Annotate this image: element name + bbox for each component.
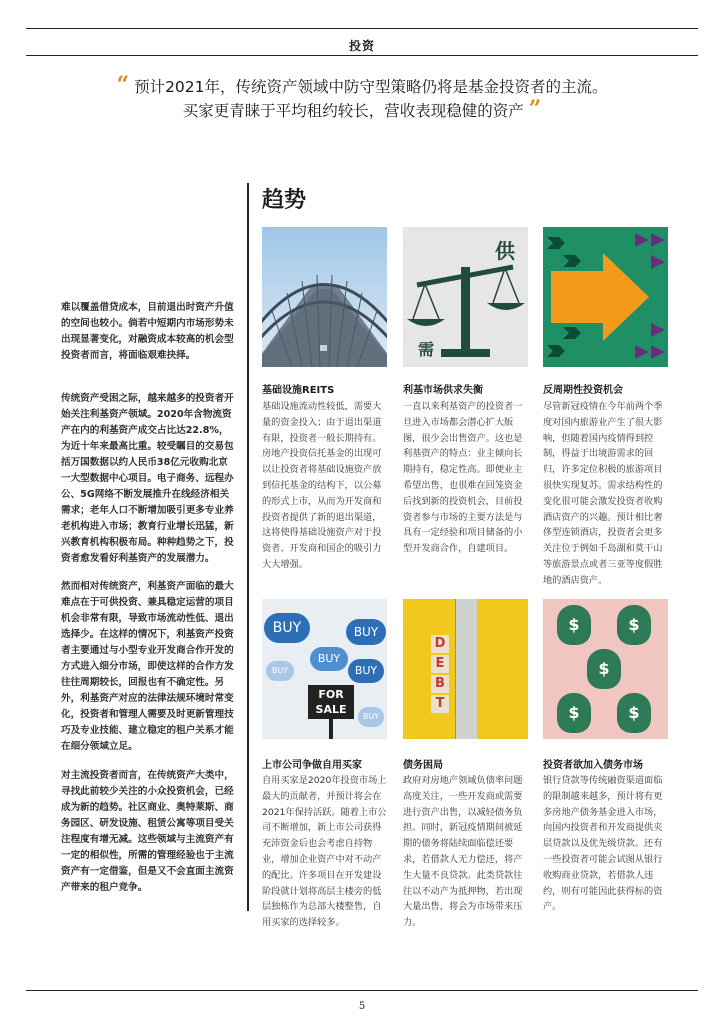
left-paragraph-3: 然而相对传统资产，利基资产面临的最大难点在于可供投资、兼具稳定运营的项目机会非常有限，导致市场流动性低、退出选择少。在这样的情况下，利基资产投资者主要通过与小型专业开发商合作开发的方式进入细分市场，即使这样的合作方发往往周期较长，回报也有不确定性。另外，利基资产对应的法律法规环境时常变化，投资者和管理人需要及时更新管理技巧及专业技能、建立稳定的租户关系才能在细分领域立足。: [61, 581, 234, 752]
card-body-owner-occupier: 自用买家是2020年投资市场上最大的贡献者，并预计将会在2021年保持活跃。随着上市公司不断增加，新上市公司获得充沛资金后也会考虑自持物业，增加企业资产中对不动产的配比。许多项目在开发建设阶段就计划将高层主楼旁的低层独栋作为总部大楼整售，自用买家的选择较多。: [262, 775, 387, 929]
buy-sale-image: [262, 599, 387, 739]
card-title-niche-imbalance: 利基市场供求失衡: [403, 385, 483, 396]
pull-quote-line2: [0, 97, 724, 124]
section-label: 投资: [348, 39, 375, 53]
money-bag-1: $: [557, 605, 591, 645]
pull-quote-line1: [0, 73, 724, 100]
buy-bubble-2: BUY: [346, 619, 386, 645]
money-bag-3: $: [587, 649, 621, 689]
supply-label: 供: [495, 239, 515, 263]
top-rule: [26, 28, 698, 29]
card-title-owner-occupier: 上市公司争做自用买家: [262, 760, 362, 771]
left-paragraph-2: 传统资产受困之际，越来越多的投资者开始关注利基资产领域。2020年含物流资产在内的利基资产成交占比达22.8%，为近十年来最高比重。较受瞩目的交易包括万国数据以约人民币38亿元收购北京一大型数据中心项目。电子商务、远程办公、5G网络不断发展推升在线经济相关需求；老年人口不断增加吸引更多专业养老机构进入市场；教育行业增长迅猛，新兴教育机构积极布局。种种趋势之下，投资者愈发看好利基资产的发展潜力。: [61, 393, 234, 564]
ruler: [455, 599, 477, 739]
card-title-debt-market: 投资者欲加入债务市场: [543, 760, 643, 771]
money-bag-5: $: [617, 693, 651, 733]
debt-block-t: T: [431, 695, 449, 713]
left-paragraph-1: 难以覆盖借贷成本，目前退出时资产升值的空间也较小。倘若中短期内市场形势未出现显著变化，对融资成本较高的机会型投资者而言，将面临艰难抉择。: [61, 302, 234, 361]
buy-bubble-4: BUY: [348, 659, 384, 683]
for-sale-sign: FOR SALE: [308, 685, 354, 719]
money-bag-2: $: [617, 605, 651, 645]
card-title-debt-dilemma: 债务困局: [403, 760, 443, 771]
card-title-countercyclical: 反周期性投资机会: [543, 385, 623, 396]
demand-label: 需: [417, 340, 434, 359]
debt-block-e: E: [431, 655, 449, 673]
buy-bubble-6: BUY: [358, 707, 384, 727]
money-bags-image: [543, 599, 668, 739]
buy-bubble-3: BUY: [310, 647, 348, 671]
close-quote-icon: ”: [528, 96, 542, 122]
arrows-image: [543, 227, 668, 367]
column-divider: [247, 183, 249, 911]
page-number: 5: [358, 1001, 366, 1012]
card-title-infra-reits: 基础设施REITS: [262, 385, 335, 396]
trend-title: 趋势: [262, 188, 307, 213]
buy-bubble-1: BUY: [264, 613, 310, 643]
card-body-countercyclical: 尽管新冠疫情在今年前两个季度对国内旅游业产生了很大影响，但随着国内疫情得到控制，得益于出境游需求的回归，许多定位积极的旅游项目很快实现复苏。需求结构性的变化很可能会激发投资者收购酒店资产的兴趣。预计相比奢侈型连锁酒店，投资者会更多关注位于例如千岛湖和莫干山等旅游景点或者三亚等度假胜地的酒店资产。: [543, 401, 663, 586]
sign-post: [329, 719, 333, 739]
open-quote-icon: “: [116, 72, 130, 98]
header-rule: [26, 55, 698, 56]
card-body-infra-reits: 基础设施流动性较低，需要大量的资金投入；由于退出渠道有限，投资者一般长期持有。房地产投资信托基金的出现可以让投资者将基础设施资产放到信托基金的结构下，以公募的形式上市，从而为开发商和投资者提供了新的退出渠道，这将使得基础设施资产对于投资者、开发商和国企的吸引力大大增强。: [262, 401, 382, 570]
left-paragraph-4: 对主流投资者而言，在传统资产大类中，寻找此前较少关注的小众投资机会，已经成为新的趋势。社区商业、奥特莱斯、商务园区、研发设施、租赁公寓等项目受关注程度有增无减。这些领域与主流资产有一定的相似性，所需的管理经验也于主流资产有一定借鉴，但是又不会直面主流资产带来的租户竞争。: [61, 770, 234, 893]
card-body-niche-imbalance: 一直以来利基资产的投资者一旦进入市场都会潜心扩大版图，很少会出售资产。这也是利基资产的特点：业主倾向长期持有，稳定性高。即便业主希望出售，也很难在回笼资金后找到新的投资机会，目前投资者参与市场的主要方法是与具有一定经验和项目储备的小型开发商合作，自建项目。: [403, 401, 523, 555]
scale-image: [403, 227, 528, 367]
footer-rule: [26, 990, 698, 991]
money-bag-4: $: [557, 693, 591, 733]
bridge-image: [262, 227, 387, 367]
debt-block-b: B: [431, 675, 449, 693]
debt-block-d: D: [431, 635, 449, 653]
card-body-debt-market: 银行贷款等传统融资渠道面临的限制越来越多，预计将有更多房地产债务基金进入市场，向国内投资者和开发商提供夹层贷款以及优先级贷款。还有一些投资者可能会试图从银行收购商业贷款，若借款人违约，则有可能因此获得标的资产。: [543, 775, 663, 913]
card-body-debt-dilemma: 政府对房地产领域负债率问题高度关注，一些开发商或需要进行资产出售，以减轻债务负担。同时，新冠疫情期间被延期的债务将陆续面临偿还要求，若借款人无力偿还，将产生大量不良贷款。此类贷款往往以不动产为抵押物，若出现大量出售，将会为市场带来压力。: [403, 775, 523, 929]
pull-quote-text-2: 买家更青睐于平均租约较长，营收表现稳健的资产: [182, 102, 524, 120]
debt-blocks-image: [403, 599, 528, 739]
pull-quote-text-1: 预计2021年，传统资产领域中防守型策略仍将是基金投资者的主流。: [134, 78, 608, 96]
buy-bubble-5: BUY: [266, 661, 294, 681]
